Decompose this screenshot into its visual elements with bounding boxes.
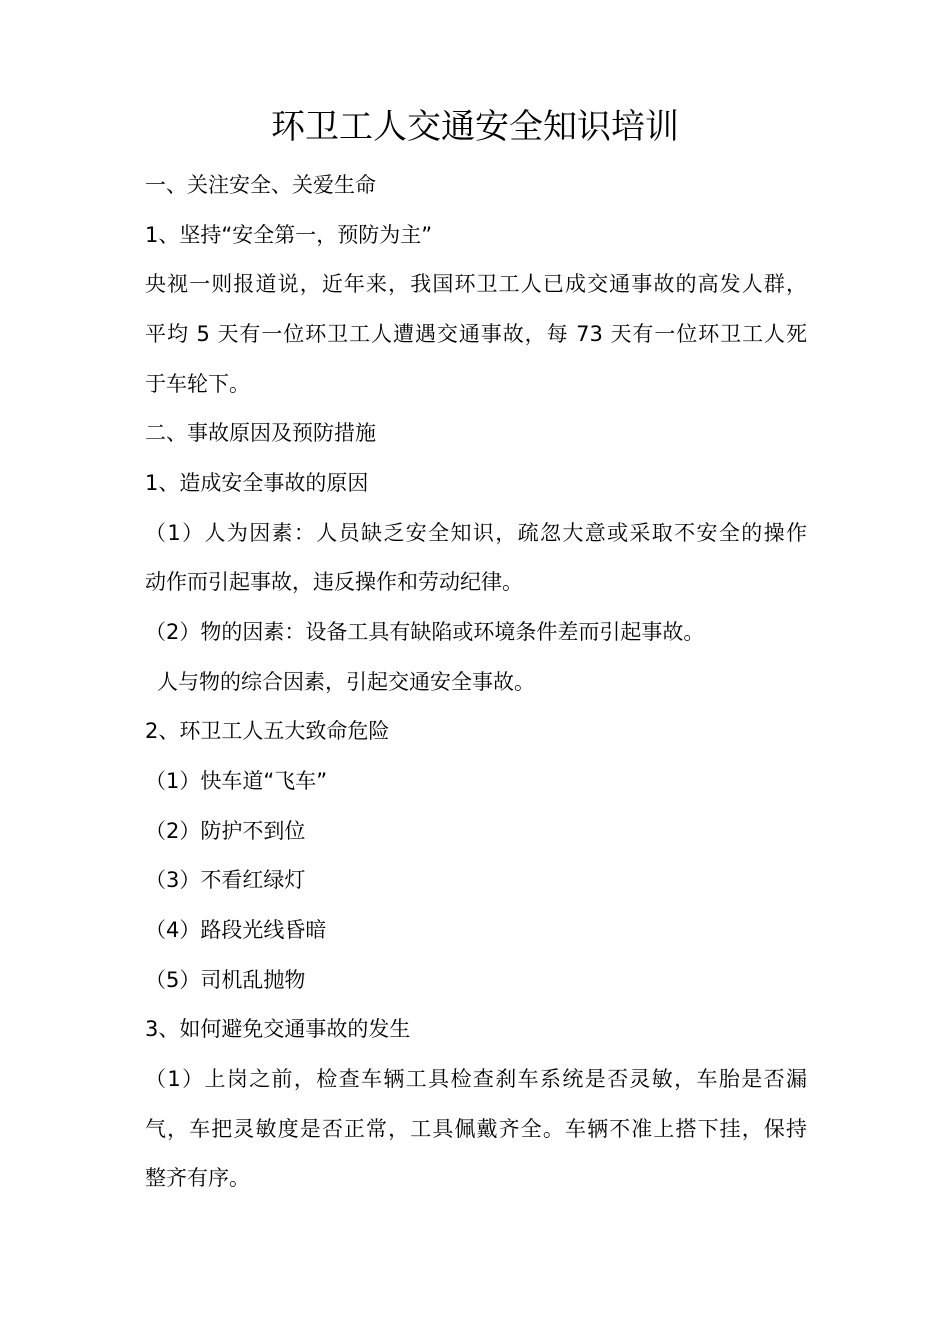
list-item: （2）防护不到位 bbox=[145, 819, 306, 843]
paragraph-line: 于车轮下。 bbox=[145, 372, 250, 396]
paragraph-line: （1）人为因素：人员缺乏安全知识，疏忽大意或采取不安全的操作 bbox=[145, 521, 807, 545]
paragraph-line: 气，车把灵敏度是否正常，工具佩戴齐全。车辆不准上搭下挂，保持 bbox=[145, 1117, 807, 1141]
paragraph-line: 平均 5 天有一位环卫工人遭遇交通事故，每 73 天有一位环卫工人死 bbox=[145, 322, 807, 346]
list-item: （3）不看红绿灯 bbox=[145, 868, 306, 892]
list-item: （5）司机乱抛物 bbox=[145, 968, 306, 992]
paragraph-line: 动作而引起事故，违反操作和劳动纪律。 bbox=[145, 570, 523, 594]
paragraph-line: （2）物的因素：设备工具有缺陷或环境条件差而引起事故。 bbox=[145, 620, 705, 644]
list-item: （4）路段光线昏暗 bbox=[145, 918, 327, 942]
subheading-2-2: 2、环卫工人五大致命危险 bbox=[145, 719, 390, 743]
list-item: （1）快车道“飞车” bbox=[145, 769, 328, 793]
section-heading-1: 一、关注安全、关爱生命 bbox=[145, 173, 376, 197]
paragraph-line: 央视一则报道说，近年来，我国环卫工人已成交通事故的高发人群， bbox=[145, 272, 807, 296]
document-title: 环卫工人交通安全知识培训 bbox=[271, 107, 679, 147]
section-heading-2: 二、事故原因及预防措施 bbox=[145, 421, 376, 445]
subheading-2-1: 1、造成安全事故的原因 bbox=[145, 471, 369, 495]
subheading-1-1: 1、坚持“安全第一，预防为主” bbox=[145, 223, 433, 247]
subheading-2-3: 3、如何避免交通事故的发生 bbox=[145, 1017, 411, 1041]
paragraph-line: （1）上岗之前，检查车辆工具检查刹车系统是否灵敏，车胎是否漏 bbox=[145, 1067, 807, 1091]
paragraph-line: 整齐有序。 bbox=[145, 1166, 250, 1190]
paragraph-line: 人与物的综合因素，引起交通安全事故。 bbox=[157, 670, 535, 694]
